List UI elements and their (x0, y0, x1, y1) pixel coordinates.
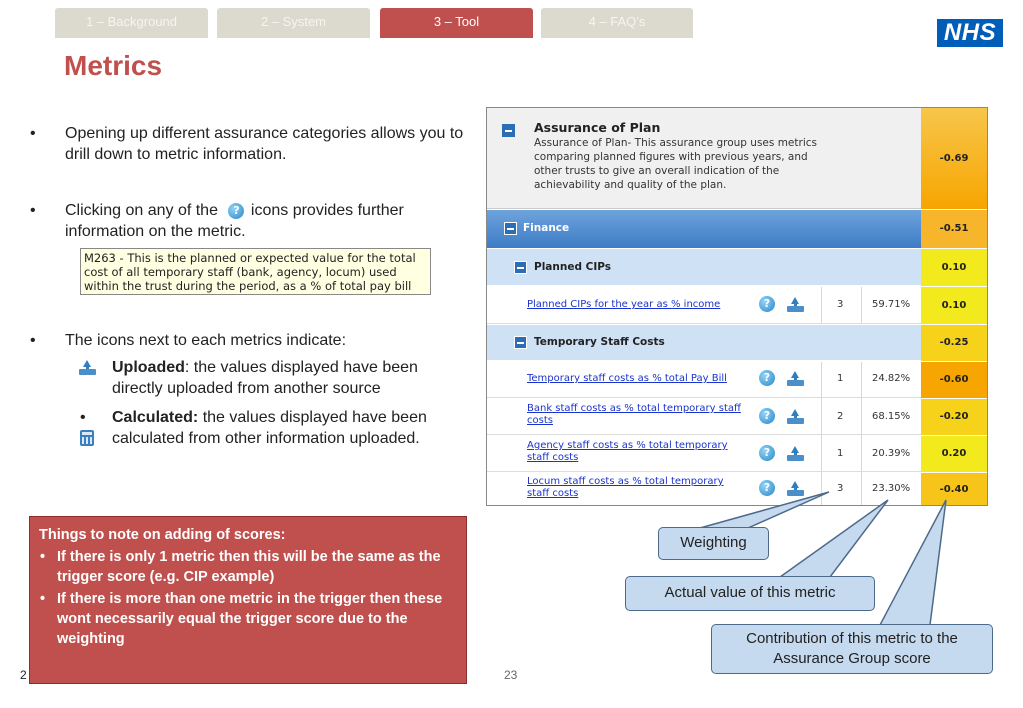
contribution-callout: Contribution of this metric to the Assurance Group score (711, 624, 993, 674)
metric-tooltip: M263 - This is the planned or expected value for the total cost of all temporary staff (bank, agency, locum) used within the trust during the period, as a % of total pay bill (80, 248, 431, 295)
metric-actual: 20.39% (872, 448, 911, 459)
page-title: Metrics (64, 50, 163, 81)
metric-link[interactable]: Agency staff costs as % total temporary staff costs (527, 440, 728, 463)
uploaded-label: Uploaded (112, 359, 185, 376)
assurance-score: -0.69 (921, 108, 987, 209)
question-icon: ? (228, 203, 244, 219)
metric-link[interactable]: Temporary staff costs as % total Pay Bill (527, 373, 727, 384)
assurance-title: Assurance of Plan (534, 120, 661, 135)
metric-actual: 24.82% (872, 373, 911, 384)
weighting-callout: Weighting (658, 527, 769, 560)
metric-link[interactable]: Planned CIPs for the year as % income (527, 299, 721, 310)
finance-label: Finance (523, 222, 570, 234)
metric-link[interactable]: Bank staff costs as % total temporary staff costs (527, 403, 741, 426)
page-prefix: 2 (20, 668, 27, 682)
metric-score: 0.20 (921, 436, 987, 472)
tab-system[interactable]: 2 – System (217, 8, 370, 38)
metric-actual: 59.71% (872, 299, 911, 310)
nhs-logo: NHS (937, 19, 1003, 47)
tab-faqs[interactable]: 4 – FAQ’s (541, 8, 693, 38)
metric-score: 0.10 (921, 287, 987, 324)
temp-staff-score: -0.25 (921, 325, 987, 361)
question-icon[interactable]: ? (759, 370, 775, 386)
tab-tool[interactable]: 3 – Tool (380, 8, 533, 38)
note-item: • If there is more than one metric in the trigger then these wont necessarily equal the trigger score due to the weighting (39, 589, 458, 649)
calculated-text: the values displayed have been calculated from other information uploaded. (112, 409, 427, 447)
note-item: • If there is only 1 metric then this will be the same as the trigger score (e.g. CIP example) (39, 547, 458, 587)
metric-actual: 23.30% (872, 483, 911, 494)
metric-score: -0.20 (921, 399, 987, 435)
metric-weight: 1 (837, 448, 844, 459)
metric-weight: 2 (837, 411, 844, 422)
metric-score: -0.60 (921, 362, 987, 398)
note-heading: Things to note on adding of scores: (39, 527, 286, 543)
bullet-marker: • (30, 125, 36, 142)
planned-cips-score: 0.10 (921, 249, 987, 286)
metric-weight: 1 (837, 373, 844, 384)
calculated-label: Calculated: (112, 409, 199, 426)
bullet2-text-before: Clicking on any of the (65, 202, 218, 219)
bullet-marker: • (80, 409, 86, 426)
question-icon[interactable]: ? (759, 408, 775, 424)
bullet-marker: • (30, 202, 36, 219)
metric-link[interactable]: Locum staff costs as % total temporary staff costs (527, 476, 724, 499)
uploaded-text: : the values displayed have been directly uploaded from another source (112, 359, 418, 397)
finance-score: -0.51 (921, 210, 987, 248)
assurance-description: Assurance of Plan- This assurance group uses metrics comparing planned figures with previous years, and other trusts to give an overall indication of the achievability and quality of the plan. (534, 137, 817, 191)
tab-background[interactable]: 1 – Background (55, 8, 208, 38)
planned-cips-label: Planned CIPs (534, 261, 611, 273)
metric-weight: 3 (837, 299, 844, 310)
question-icon[interactable]: ? (759, 296, 775, 312)
page-number: 23 (504, 668, 518, 682)
question-icon[interactable]: ? (759, 445, 775, 461)
metric-score: -0.40 (921, 473, 987, 506)
temp-staff-label: Temporary Staff Costs (534, 336, 665, 348)
bullet2-text-after: icons provides further information on the metric. (65, 202, 404, 240)
bullet-marker: • (30, 332, 36, 349)
bullet-drill-down: Opening up different assurance categories allows you to drill down to metric information. (65, 125, 464, 163)
bullet-icons-meaning: The icons next to each metrics indicate: (65, 332, 347, 349)
actual-value-callout: Actual value of this metric (625, 576, 875, 611)
question-icon[interactable]: ? (759, 480, 775, 496)
metric-actual: 68.15% (872, 411, 911, 422)
metric-weight: 3 (837, 483, 844, 494)
